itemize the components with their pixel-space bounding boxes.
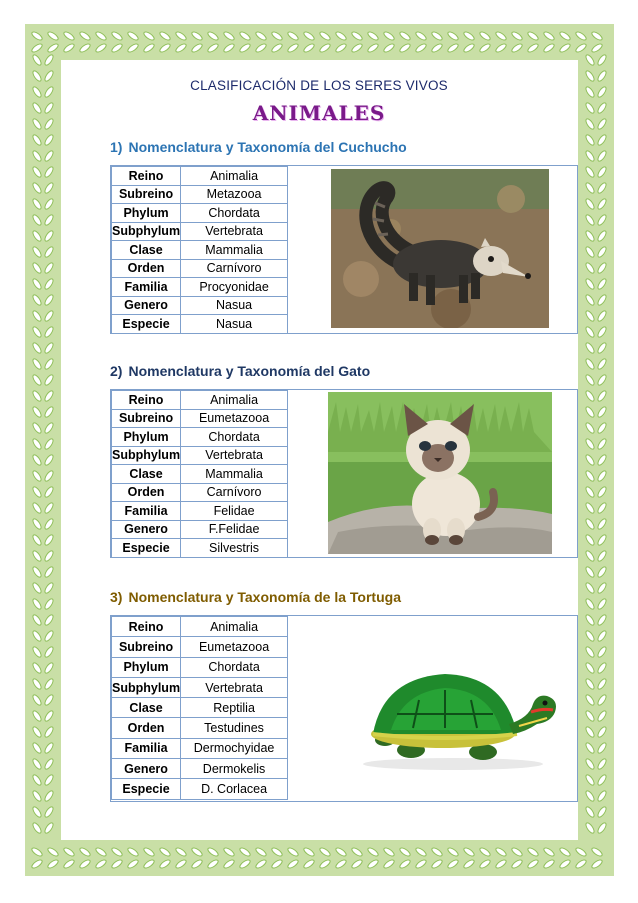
section-number: 2) [110, 363, 123, 379]
section-number: 3) [110, 589, 123, 605]
taxonomy-row [112, 718, 288, 738]
taxonomy-box-cuchucho [110, 165, 578, 334]
rank-value: Vertebrata [181, 677, 288, 697]
rank-label: Subphylum [112, 222, 181, 241]
page-title: CLASIFICACIÓN DE LOS SERES VIVOS [190, 78, 448, 93]
rank-label: Subphylum [112, 446, 181, 465]
rank-label: Reino [112, 617, 181, 637]
taxonomy-table [111, 616, 288, 800]
rank-value: Chordata [181, 428, 288, 447]
taxonomy-row [112, 657, 288, 677]
taxonomy-row [112, 483, 288, 502]
taxonomy-row [112, 204, 288, 223]
rank-value: Vertebrata [181, 446, 288, 465]
taxonomy-box-gato [110, 389, 578, 558]
rank-value: Animalia [181, 617, 288, 637]
taxonomy-row [112, 391, 288, 410]
rank-value: Eumetazooa [181, 409, 288, 428]
taxonomy-table [111, 166, 288, 334]
rank-label: Subreino [112, 637, 181, 657]
section-title: Nomenclatura y Taxonomía de la Tortuga [128, 589, 401, 605]
taxonomy-row [112, 502, 288, 521]
section-title: Nomenclatura y Taxonomía del Gato [128, 363, 371, 379]
rank-label: Genero [112, 520, 181, 539]
rank-label: Orden [112, 718, 181, 738]
taxonomy-row [112, 759, 288, 779]
rank-label: Clase [112, 241, 181, 260]
taxonomy-row [112, 315, 288, 334]
rank-value: Nasua [181, 315, 288, 334]
rank-label: Especie [112, 779, 181, 799]
coati-photo [331, 169, 549, 328]
rank-label: Especie [112, 315, 181, 334]
rank-value: Mammalia [181, 465, 288, 484]
rank-label: Orden [112, 259, 181, 278]
rank-label: Clase [112, 698, 181, 718]
section-heading-gato [110, 363, 370, 379]
rank-value: Vertebrata [181, 222, 288, 241]
rank-label: Subreino [112, 185, 181, 204]
rank-label: Phylum [112, 204, 181, 223]
page-subtitle: ANIMALES [252, 101, 386, 125]
taxonomy-row [112, 259, 288, 278]
taxonomy-row [112, 167, 288, 186]
turtle-photo [333, 638, 569, 780]
rank-value: Carnívoro [181, 259, 288, 278]
rank-label: Clase [112, 465, 181, 484]
taxonomy-row [112, 465, 288, 484]
taxonomy-box-tortuga [110, 615, 578, 802]
rank-value: Animalia [181, 167, 288, 186]
rank-label: Phylum [112, 657, 181, 677]
rank-label: Orden [112, 483, 181, 502]
rank-value: Nasua [181, 296, 288, 315]
rank-value: F.Felidae [181, 520, 288, 539]
rank-value: Chordata [181, 204, 288, 223]
rank-value: Metazooa [181, 185, 288, 204]
rank-label: Subphylum [112, 677, 181, 697]
taxonomy-row [112, 637, 288, 657]
taxonomy-row [112, 779, 288, 799]
taxonomy-row [112, 539, 288, 558]
rank-label: Phylum [112, 428, 181, 447]
section-number: 1) [110, 139, 123, 155]
taxonomy-row [112, 278, 288, 297]
rank-value: Chordata [181, 657, 288, 677]
rank-label: Subreino [112, 409, 181, 428]
kitten-photo [328, 392, 552, 554]
rank-value: Silvestris [181, 539, 288, 558]
taxonomy-row [112, 428, 288, 447]
taxonomy-row [112, 296, 288, 315]
rank-value: Mammalia [181, 241, 288, 260]
section-heading-cuchucho [110, 139, 407, 155]
rank-label: Genero [112, 759, 181, 779]
rank-label: Reino [112, 167, 181, 186]
taxonomy-row [112, 698, 288, 718]
rank-value: D. Corlacea [181, 779, 288, 799]
rank-value: Carnívoro [181, 483, 288, 502]
taxonomy-row [112, 617, 288, 637]
rank-label: Familia [112, 278, 181, 297]
rank-value: Dermokelis [181, 759, 288, 779]
taxonomy-row [112, 185, 288, 204]
taxonomy-row [112, 446, 288, 465]
rank-label: Familia [112, 502, 181, 521]
rank-label: Especie [112, 539, 181, 558]
rank-value: Animalia [181, 391, 288, 410]
rank-value: Felidae [181, 502, 288, 521]
rank-value: Dermochyidae [181, 738, 288, 758]
rank-label: Reino [112, 391, 181, 410]
taxonomy-row [112, 677, 288, 697]
taxonomy-row [112, 241, 288, 260]
taxonomy-row [112, 738, 288, 758]
rank-value: Procyonidae [181, 278, 288, 297]
rank-label: Genero [112, 296, 181, 315]
rank-value: Reptilia [181, 698, 288, 718]
rank-label: Familia [112, 738, 181, 758]
taxonomy-table [111, 390, 288, 558]
rank-value: Testudines [181, 718, 288, 738]
taxonomy-row [112, 520, 288, 539]
taxonomy-row [112, 409, 288, 428]
taxonomy-row [112, 222, 288, 241]
rank-value: Eumetazooa [181, 637, 288, 657]
section-heading-tortuga [110, 589, 401, 605]
section-title: Nomenclatura y Taxonomía del Cuchucho [128, 139, 407, 155]
